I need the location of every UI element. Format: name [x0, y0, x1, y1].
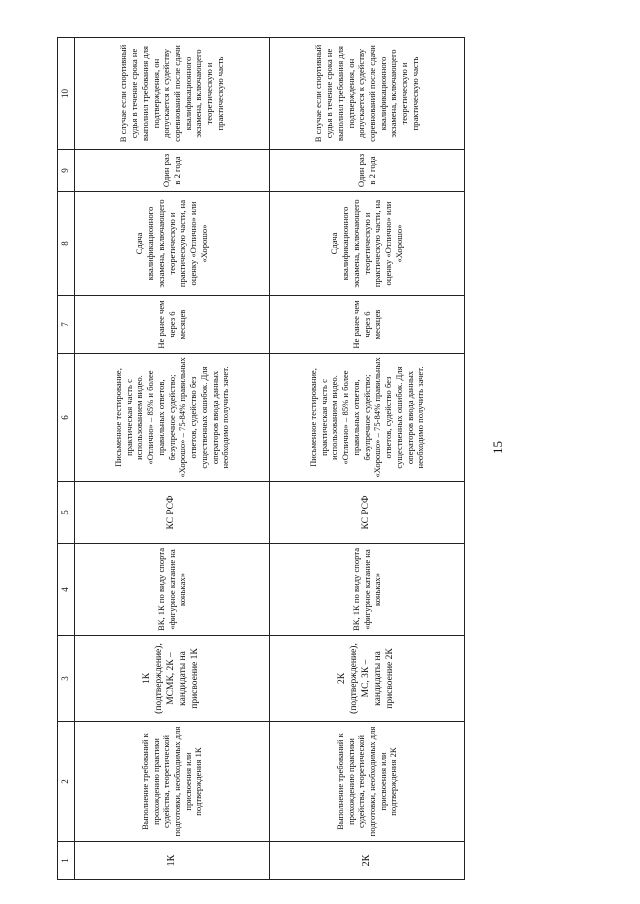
header-cell-4: 4: [58, 544, 75, 636]
testing-cell: Письменное тестирование, практическая часть с использованием видео. «Отлично» – 85% и более правильных ответов, безупречное судейство; «Хорошо» – 75-84% правильных ответов, судейство без существенных ошибок. Для операторов ввода данных необходимо получить зачет.: [75, 354, 270, 482]
organization-cell: КС РСФ: [75, 482, 270, 544]
header-cell-2: 2: [58, 722, 75, 842]
requirements-cell: Выполнение требований к прохождению практики судейства, теоретической подготовки, необходимых для присвоения или подтверждения 1К: [75, 722, 270, 842]
header-cell-1: 1: [58, 842, 75, 880]
header-cell-8: 8: [58, 192, 75, 296]
qualification-table: [57, 37, 465, 880]
header-cell-9: 9: [58, 150, 75, 192]
exam-cell: Сдача квалификационного экзамена, включающего теоретическую и практическую части, на оценку «Отлично» или «Хорошо»: [270, 192, 465, 296]
commission-cell: ВК, 1К по виду спорта «фигурное катание на коньках»: [75, 544, 270, 636]
table-row: [270, 38, 465, 880]
table-header-row: [58, 38, 75, 880]
commission-cell: ВК, 1К по виду спорта «фигурное катание на коньках»: [270, 544, 465, 636]
frequency-cell: Один раз в 2 года: [270, 150, 465, 192]
note-cell: В случае если спортивный судья в течение срока не выполнил требования для подтверждения, он допускается к судейству соревнований после сдачи квалификационного экзамена, включающего теоретическую и практическую часть: [270, 38, 465, 150]
note-cell: В случае если спортивный судья в течение срока не выполнил требования для подтверждения, он допускается к судейству соревнований после сдачи квалификационного экзамена, включающего теоретическую и практическую часть: [75, 38, 270, 150]
exam-cell: Сдача квалификационного экзамена, включающего теоретическую и практическую части, на оценку «Отлично» или «Хорошо»: [75, 192, 270, 296]
organization-cell: КС РСФ: [270, 482, 465, 544]
header-cell-5: 5: [58, 482, 75, 544]
frequency-cell: Один раз в 2 года: [75, 150, 270, 192]
page-number: 15: [490, 441, 505, 454]
requirements-cell: Выполнение требований к прохождению практики судейства, теоретической подготовки, необходимых для присвоения или подтверждения 2К: [270, 722, 465, 842]
testing-cell: Письменное тестирование, практическая часть с использованием видео. «Отлично» – 85% и более правильных ответов, безупречное судейство; «Хорошо» – 75-84% правильных ответов, судейство без существенных ошибок. Для операторов ввода данных необходимо получить зачет.: [270, 354, 465, 482]
rotated-table-container: [57, 38, 462, 880]
header-cell-7: 7: [58, 296, 75, 354]
header-cell-10: 10: [58, 38, 75, 150]
table-row: [75, 38, 270, 880]
candidates-cell: 1К (подтверждение), МСМК, 2К – кандидаты на присвоение 1К: [75, 636, 270, 722]
header-cell-3: 3: [58, 636, 75, 722]
category-cell: 2К: [270, 842, 465, 880]
category-cell: 1К: [75, 842, 270, 880]
retake-cell: Не ранее чем через 6 месяцев: [75, 296, 270, 354]
candidates-cell: 2К (подтверждение), МС, 3К – кандидаты на присвоение 2К: [270, 636, 465, 722]
header-cell-6: 6: [58, 354, 75, 482]
retake-cell: Не ранее чем через 6 месяцев: [270, 296, 465, 354]
